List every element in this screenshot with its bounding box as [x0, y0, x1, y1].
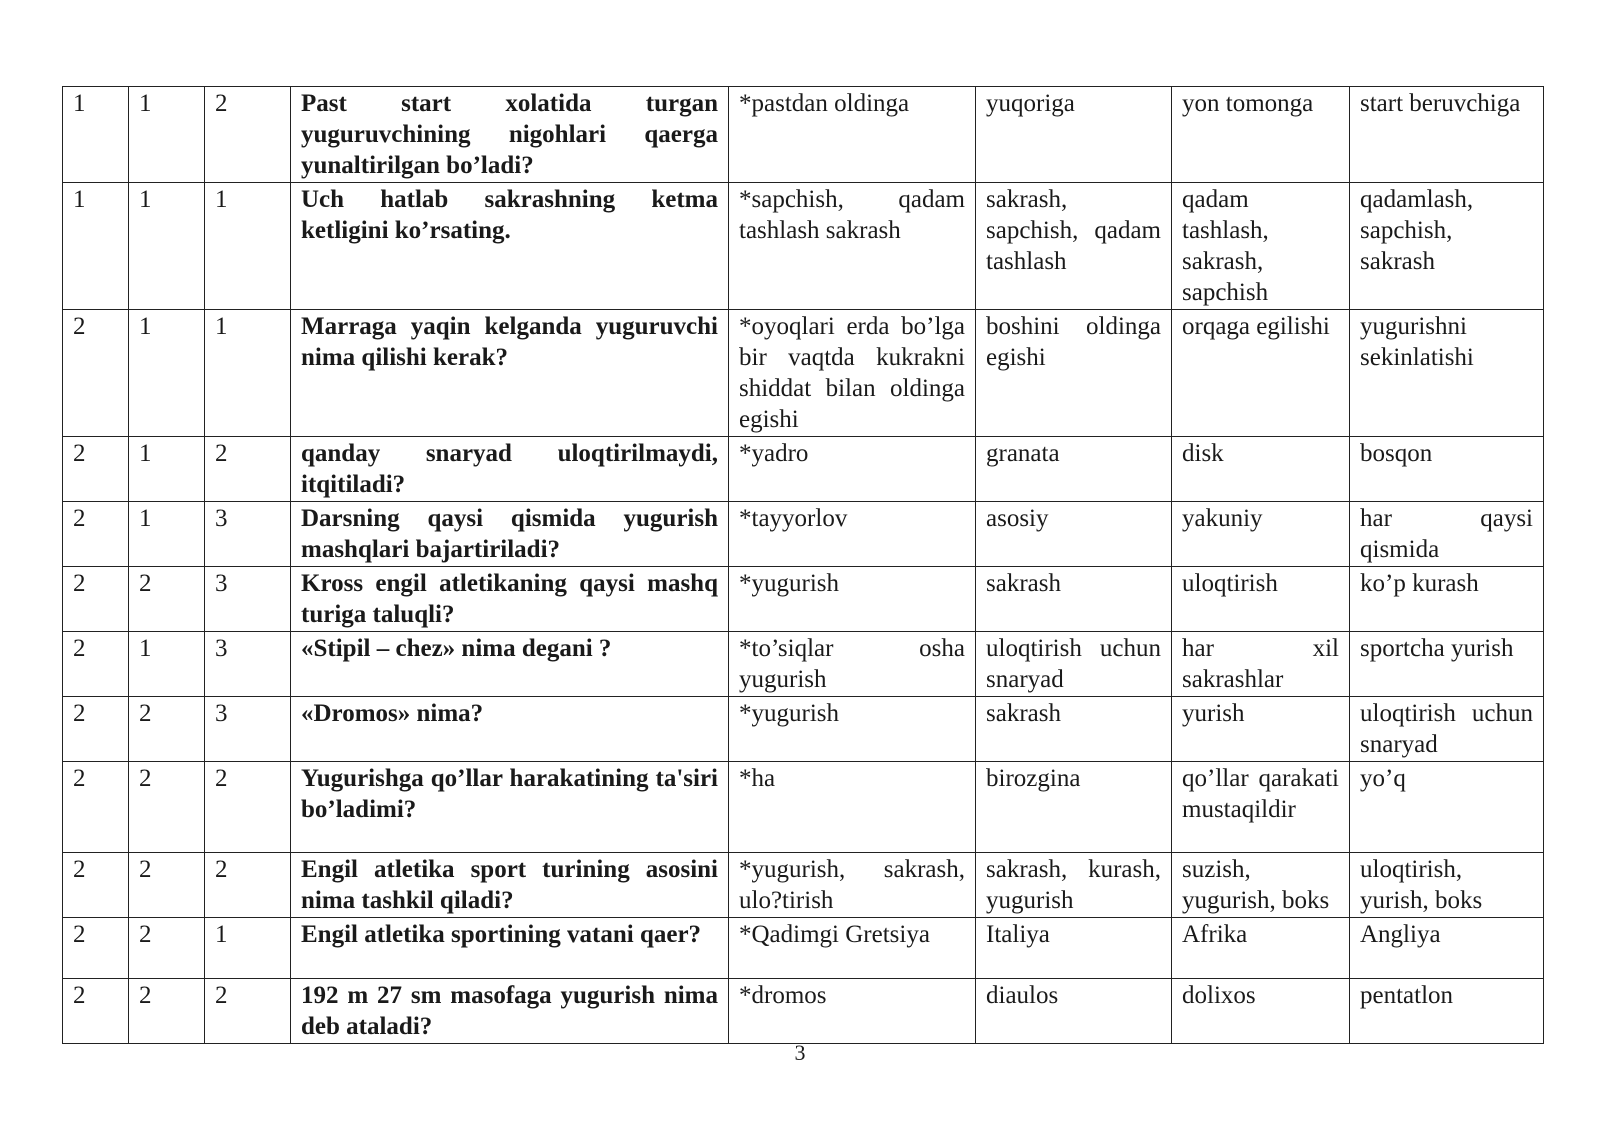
cell-option-4: pentatlon: [1350, 979, 1544, 1044]
table-row: [63, 87, 1544, 183]
cell-option-2: birozgina: [976, 762, 1172, 853]
cell-question: Past start xolatida turgan yuguruvchining nigohlari qaerga yunaltirilgan bo’ladi?: [291, 87, 729, 183]
table-body: [63, 87, 1544, 1044]
cell-option-4: start beruvchiga: [1350, 87, 1544, 183]
cell-option-2: sakrash, sapchish, qadam tashlash: [976, 183, 1172, 310]
cell-topic: 1: [205, 183, 291, 310]
cell-correct-answer: *yugurish: [729, 697, 976, 762]
cell-correct-answer: *dromos: [729, 979, 976, 1044]
table-row: [63, 918, 1544, 979]
cell-option-3: har xil sakrashlar: [1172, 632, 1350, 697]
cell-option-4: sportcha yurish: [1350, 632, 1544, 697]
table-row: [63, 310, 1544, 437]
cell-difficulty: 2: [63, 502, 129, 567]
cell-option-4: Angliya: [1350, 918, 1544, 979]
cell-option-3: qo’llar qarakati mustaqildir: [1172, 762, 1350, 853]
cell-difficulty: 2: [63, 310, 129, 437]
cell-topic: 2: [205, 853, 291, 918]
cell-question: Engil atletika sport turining asosini nima tashkil qiladi?: [291, 853, 729, 918]
cell-question: «Dromos» nima?: [291, 697, 729, 762]
cell-topic: 3: [205, 502, 291, 567]
cell-option-3: Afrika: [1172, 918, 1350, 979]
cell-option-3: suzish, yugurish, boks: [1172, 853, 1350, 918]
table-row: [63, 632, 1544, 697]
cell-option-3: orqaga egilishi: [1172, 310, 1350, 437]
table-row: [63, 567, 1544, 632]
cell-option-2: sakrash, kurash, yugurish: [976, 853, 1172, 918]
cell-option-4: yo’q: [1350, 762, 1544, 853]
cell-correct-answer: *yugurish, sakrash, ulo?tirish: [729, 853, 976, 918]
cell-question: Yugurishga qo’llar harakatining ta'siri bo’ladimi?: [291, 762, 729, 853]
cell-difficulty: 2: [63, 853, 129, 918]
test-questions-table: [62, 86, 1544, 1044]
table-row: [63, 853, 1544, 918]
cell-topic: 1: [205, 310, 291, 437]
cell-level: 2: [129, 918, 205, 979]
cell-question: Kross engil atletikaning qaysi mashq turiga taluqli?: [291, 567, 729, 632]
cell-topic: 3: [205, 567, 291, 632]
cell-question: qanday snaryad uloqtirilmaydi, itqitiladi?: [291, 437, 729, 502]
cell-level: 1: [129, 502, 205, 567]
page-number: 3: [794, 1040, 806, 1065]
cell-correct-answer: *tayyorlov: [729, 502, 976, 567]
cell-question: 192 m 27 sm masofaga yugurish nima deb ataladi?: [291, 979, 729, 1044]
cell-level: 1: [129, 310, 205, 437]
cell-correct-answer: *oyoqlari erda bo’lga bir vaqtda kukrakni shiddat bilan oldinga egishi: [729, 310, 976, 437]
cell-option-2: granata: [976, 437, 1172, 502]
cell-option-2: diaulos: [976, 979, 1172, 1044]
cell-correct-answer: *sapchish, qadam tashlash sakrash: [729, 183, 976, 310]
cell-correct-answer: *pastdan oldinga: [729, 87, 976, 183]
cell-question: Engil atletika sportining vatani qaer?: [291, 918, 729, 979]
cell-level: 2: [129, 697, 205, 762]
cell-level: 1: [129, 87, 205, 183]
cell-option-4: uloqtirish, yurish, boks: [1350, 853, 1544, 918]
table-row: [63, 502, 1544, 567]
cell-level: 1: [129, 437, 205, 502]
table-row: [63, 762, 1544, 853]
cell-option-3: yakuniy: [1172, 502, 1350, 567]
cell-question: Marraga yaqin kelganda yuguruvchi nima qilishi kerak?: [291, 310, 729, 437]
cell-option-3: disk: [1172, 437, 1350, 502]
cell-option-4: har qaysi qismida: [1350, 502, 1544, 567]
cell-level: 2: [129, 567, 205, 632]
cell-difficulty: 2: [63, 762, 129, 853]
cell-correct-answer: *ha: [729, 762, 976, 853]
cell-option-4: yugurishni sekinlatishi: [1350, 310, 1544, 437]
cell-level: 1: [129, 632, 205, 697]
cell-option-2: yuqoriga: [976, 87, 1172, 183]
cell-difficulty: 2: [63, 632, 129, 697]
table-row: [63, 979, 1544, 1044]
cell-option-2: uloqtirish uchun snaryad: [976, 632, 1172, 697]
cell-topic: 2: [205, 762, 291, 853]
table-row: [63, 437, 1544, 502]
cell-difficulty: 2: [63, 979, 129, 1044]
cell-difficulty: 2: [63, 697, 129, 762]
cell-option-3: uloqtirish: [1172, 567, 1350, 632]
cell-option-2: sakrash: [976, 697, 1172, 762]
cell-difficulty: 2: [63, 918, 129, 979]
cell-question: Darsning qaysi qismida yugurish mashqlari bajartiriladi?: [291, 502, 729, 567]
cell-correct-answer: *Qadimgi Gretsiya: [729, 918, 976, 979]
cell-topic: 2: [205, 979, 291, 1044]
cell-question: «Stipil – chez» nima degani ?: [291, 632, 729, 697]
cell-option-2: Italiya: [976, 918, 1172, 979]
cell-topic: 3: [205, 697, 291, 762]
cell-option-4: ko’p kurash: [1350, 567, 1544, 632]
cell-option-3: dolixos: [1172, 979, 1350, 1044]
cell-option-3: yurish: [1172, 697, 1350, 762]
cell-option-4: qadamlash, sapchish, sakrash: [1350, 183, 1544, 310]
cell-level: 1: [129, 183, 205, 310]
cell-option-4: uloqtirish uchun snaryad: [1350, 697, 1544, 762]
table-row: [63, 183, 1544, 310]
cell-question: Uch hatlab sakrashning ketma ketligini ko’rsating.: [291, 183, 729, 310]
cell-option-3: qadam tashlash, sakrash, sapchish: [1172, 183, 1350, 310]
cell-difficulty: 2: [63, 437, 129, 502]
cell-difficulty: 1: [63, 87, 129, 183]
cell-correct-answer: *to’siqlar osha yugurish: [729, 632, 976, 697]
cell-topic: 2: [205, 437, 291, 502]
table-row: [63, 697, 1544, 762]
cell-level: 2: [129, 853, 205, 918]
cell-level: 2: [129, 762, 205, 853]
cell-option-3: yon tomonga: [1172, 87, 1350, 183]
cell-option-2: asosiy: [976, 502, 1172, 567]
cell-correct-answer: *yadro: [729, 437, 976, 502]
cell-topic: 2: [205, 87, 291, 183]
cell-topic: 1: [205, 918, 291, 979]
cell-topic: 3: [205, 632, 291, 697]
cell-correct-answer: *yugurish: [729, 567, 976, 632]
cell-level: 2: [129, 979, 205, 1044]
cell-option-2: boshini oldinga egishi: [976, 310, 1172, 437]
cell-option-2: sakrash: [976, 567, 1172, 632]
cell-option-4: bosqon: [1350, 437, 1544, 502]
cell-difficulty: 1: [63, 183, 129, 310]
cell-difficulty: 2: [63, 567, 129, 632]
